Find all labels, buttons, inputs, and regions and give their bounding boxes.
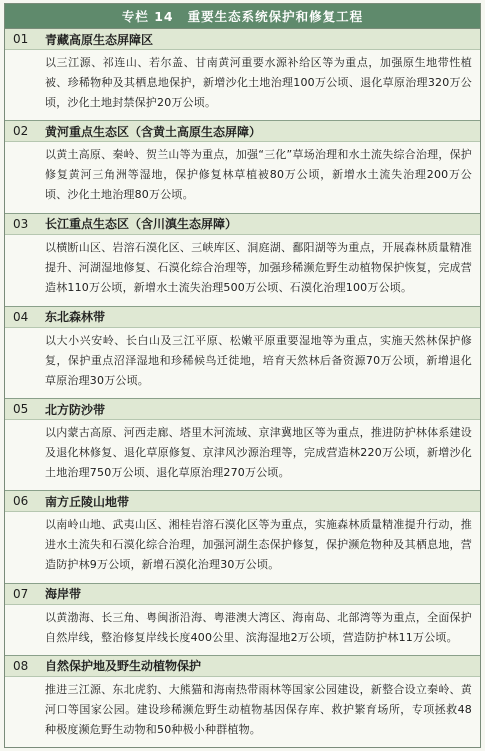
column-panel [4,3,481,748]
section-03 [5,214,480,307]
section-title: 青藏高原生态屏障区 [45,32,154,47]
section-title: 南方丘陵山地带 [45,494,130,509]
section-title: 海岸带 [45,587,82,602]
section-number: 02 [13,124,29,139]
section-number: 03 [13,216,29,231]
column-label: 专栏 14 [121,9,174,24]
section-number: 06 [13,494,29,509]
section-number: 05 [13,402,29,417]
section-number: 04 [13,309,29,324]
section-title: 自然保护地及野生动植物保护 [45,659,202,674]
section-number: 01 [13,32,29,46]
section-header [5,399,480,420]
section-text: 以南岭山地、武夷山区、湘桂岩溶石漠化区等为重点，实施森林质量精准提升行动，推进水土流失和石漠化综合治理，加强河湖生态保护修复，保护濒危物种及其栖息地，营造防护林9万公顷，新增石漠化治理30万公顷。 [45,518,472,572]
section-header [5,29,480,50]
section-header [5,121,480,142]
section-header [5,491,480,512]
section-07 [5,584,480,656]
section-number: 08 [13,658,29,673]
section-title: 黄河重点生态区（含黄土高原生态屏障） [45,124,262,139]
section-04 [5,307,480,399]
section-title: 东北森林带 [45,310,106,325]
section-header [5,214,480,235]
section-number: 07 [13,586,29,601]
column-title: 重要生态系统保护和修复工程 [187,9,364,24]
section-text: 以横断山区、岩溶石漠化区、三峡库区、洞庭湖、鄱阳湖等为重点，开展森林质量精准提升、河湖湿地修复、石漠化综合治理等，加强珍稀濒危野生动植物保护恢复，完成营造林110万公顷，新增水土流失治理500万公顷、石漠化治理100万公顷。 [45,240,472,294]
section-text: 以大小兴安岭、长白山及三江平原、松嫩平原重要湿地等为重点，实施天然林保护修复，保护重点沼泽湿地和珍稀候鸟迁徙地，培育天然林后备资源70万公顷，新增退化草原治理30万公顷。 [45,333,472,387]
section-text: 以黄渤海、长三角、粤闽浙沿海、粤港澳大湾区、海南岛、北部湾等为重点，全面保护自然岸线，整治修复岸线长度400公里、滨海湿地2万公顷，营造防护林11万公顷。 [45,610,472,644]
section-header [5,656,480,677]
section-02 [5,121,480,213]
section-text: 以内蒙古高原、河西走廊、塔里木河流域、京津冀地区等为重点，推进防护林体系建设及退化林修复、退化草原修复、京津风沙源治理等，完成营造林220万公顷，新增沙化土地治理750万公顷、退化草原治理270万公顷。 [45,426,472,480]
section-header [5,307,480,328]
section-title: 北方防沙带 [45,402,106,417]
section-title: 长江重点生态区（含川滇生态屏障） [45,217,238,231]
section-header [5,584,480,605]
section-01 [5,29,480,121]
section-text: 以三江源、祁连山、若尔盖、甘南黄河重要水源补给区等为重点，加强原生地带性植被、珍稀物种及其栖息地保护，新增沙化土地治理100万公顷、退化草原治理320万公顷，沙化土地封禁保护20万公顷。 [45,56,472,109]
section-text: 以黄土高原、秦岭、贺兰山等为重点，加强“三化”草场治理和水土流失综合治理，保护修复黄河三角洲等湿地，保护修复林草植被80万公顷，新增水土流失治理200万公顷、沙化土地治理80万公顷。 [45,148,472,202]
section-08 [5,656,480,747]
section-06 [5,491,480,583]
section-05 [5,399,480,491]
panel-title [5,4,480,29]
section-text: 推进三江源、东北虎豹、大熊猫和海南热带雨林等国家公园建设，新整合设立秦岭、黄河口等国家公园。建设珍稀濒危野生动植物基因保存库、救护繁育场所，专项拯救48种极度濒危野生动物和50种极小种群植物。 [45,682,472,736]
